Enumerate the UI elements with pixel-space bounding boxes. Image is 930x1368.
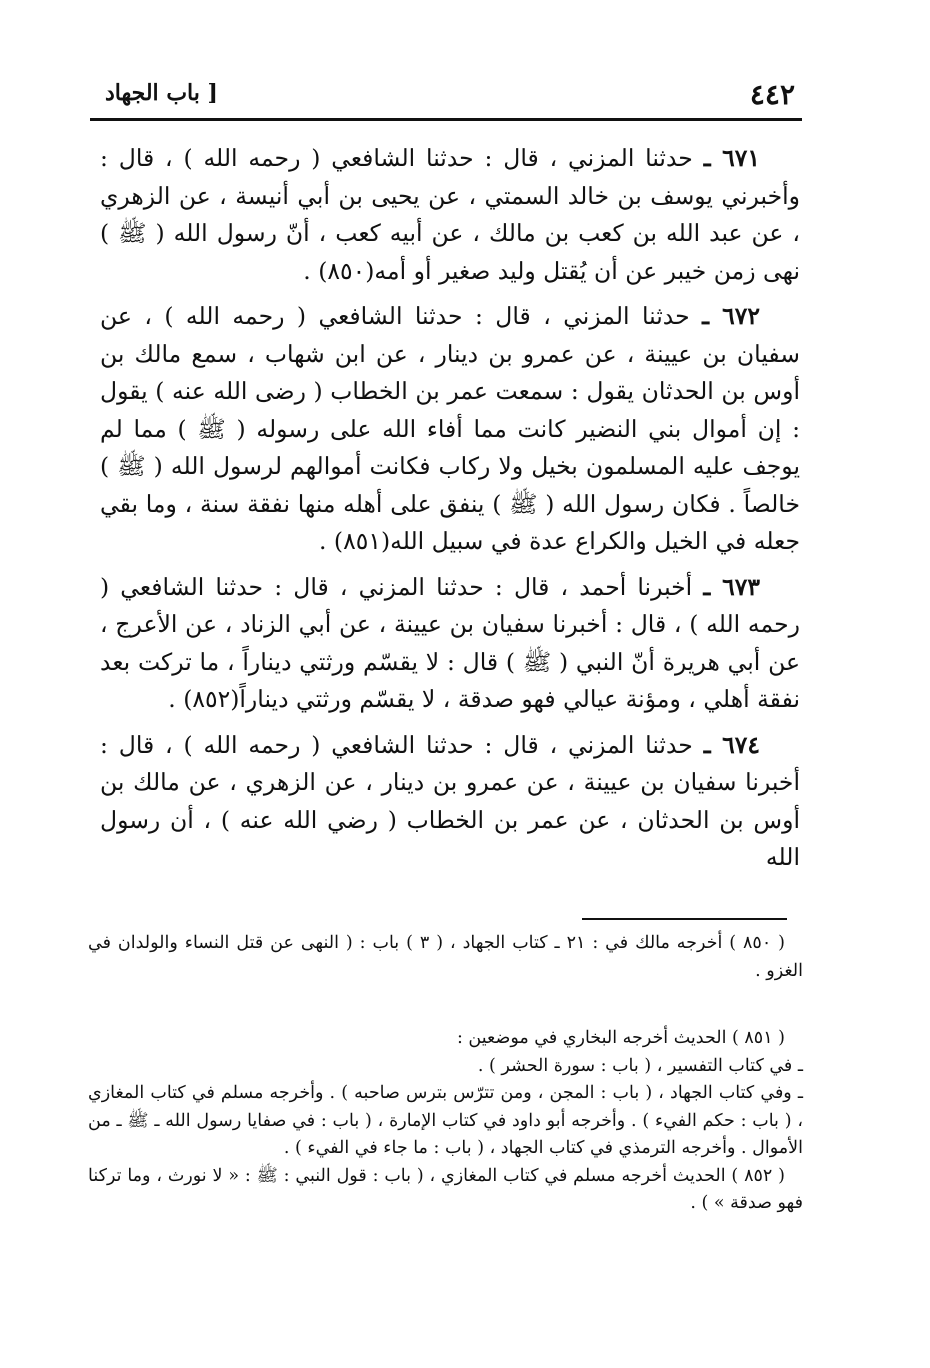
hadith-674 [100, 727, 800, 877]
hadith-number: ٦٧١ ـ [703, 144, 760, 172]
footnote-851 [88, 1025, 803, 1163]
running-title: [ باب الجهاد [105, 80, 218, 106]
main-text [100, 140, 800, 885]
hadith-text: حدثنا المزني ، قال : حدثنا الشافعي ( رحمه الله ) ، قال : وأخبرني يوسف بن خالد السمتي ، عن يحيى بن أبي أنيسة ، عن الزهري ، عن عبد الله بن كعب بن مالك ، عن أبيه كعب ، أنّ رسول الله ( ﷺ ) نهى زمن خيبر عن أن يُقتل وليد صغير أو أمه(٨٥٠) . [100, 144, 800, 285]
hadith-text: حدثنا المزني ، قال : حدثنا الشافعي ( رحمه الله ) ، عن سفيان بن عيينة ، عن عمرو بن دينار ، عن ابن شهاب ، سمع مالك بن أوس بن الحدثان يقول : سمعت عمر بن الخطاب ( رضى الله عنه ) يقول : إن أموال بني النضير كانت مما أفاء الله على رسوله ( ﷺ ) مما لم يوجف عليه المسلمون بخيل ولا ركاب فكانت أموالهم لرسول الله ( ﷺ ) خالصاً . فكان رسول الله ( ﷺ ) ينفق على أهله منها نفقة سنة ، وما بقي جعله في الخيل والكراع عدة في سبيل الله(٨٥١) . [100, 302, 800, 555]
hadith-672 [100, 298, 800, 561]
footnote-851-line: ـ وفي كتاب الجهاد ، ( باب : المجن ، ومن تترّس بترس صاحبه ) . وأخرجه مسلم في كتاب المغازي ، ( باب : حكم الفيء ) . وأخرجه أبو داود في كتاب الإمارة ، ( باب : في صفايا رسول الله ـ ﷺ ـ من الأموال . وأخرجه الترمذي في كتاب الجهاد ، ( باب : ما جاء في الفيء ) . [88, 1083, 803, 1158]
hadith-text: حدثنا المزني ، قال : حدثنا الشافعي ( رحمه الله ) ، قال : أخبرنا سفيان بن عيينة ، عن عمرو بن دينار ، عن الزهري ، عن مالك بن أوس بن الحدثان ، عن عمر بن الخطاب ( رضي الله عنه ) ، أن رسول الله [100, 730, 800, 871]
footnote-851-line: ( ٨٥١ ) الحديث أخرجه البخاري في موضعين : [456, 1028, 785, 1048]
hadith-number: ٦٧٢ ـ [702, 302, 760, 330]
footnotes [88, 930, 803, 1218]
footnote-separator [582, 918, 787, 920]
footnote-850: ( ٨٥٠ ) أخرجه مالك في : ٢١ ـ كتاب الجهاد ، ( ٣ ) باب : ( النهى عن قتل النساء والولدان في الغزو . [88, 933, 803, 981]
hadith-text: أخبرنا أحمد ، قال : حدثنا المزني ، قال : حدثنا الشافعي ( رحمه الله ) ، قال : أخبرنا سفيان بن عيينة ، عن أبي الزناد ، عن الأعرج ، عن أبي هريرة أنّ النبي ( ﷺ ) قال : لا يقسّم ورثتي ديناراً ، ما تركت بعد نفقة أهلي ، ومؤنة عيالي فهو صدقة ، لا يقسّم ورثتي ديناراً(٨٥٢) . [100, 572, 800, 713]
hadith-671 [100, 140, 800, 290]
hadith-number: ٦٧٣ ـ [703, 572, 760, 601]
footnote-851-line: ـ في كتاب التفسير ، ( باب : سورة الحشر ) . [477, 1055, 803, 1076]
page-header [105, 78, 795, 118]
hadith-673 [100, 569, 800, 719]
page-number: ٤٤٢ [749, 78, 795, 111]
hadith-number: ٦٧٤ ـ [703, 730, 760, 759]
footnote-852: ( ٨٥٢ ) الحديث أخرجه مسلم في كتاب المغازي ، ( باب : قول النبي : ﷺ : « لا نورث ، وما تركنا فهو صدقة » ) . [88, 1165, 803, 1213]
header-rule [90, 118, 802, 121]
